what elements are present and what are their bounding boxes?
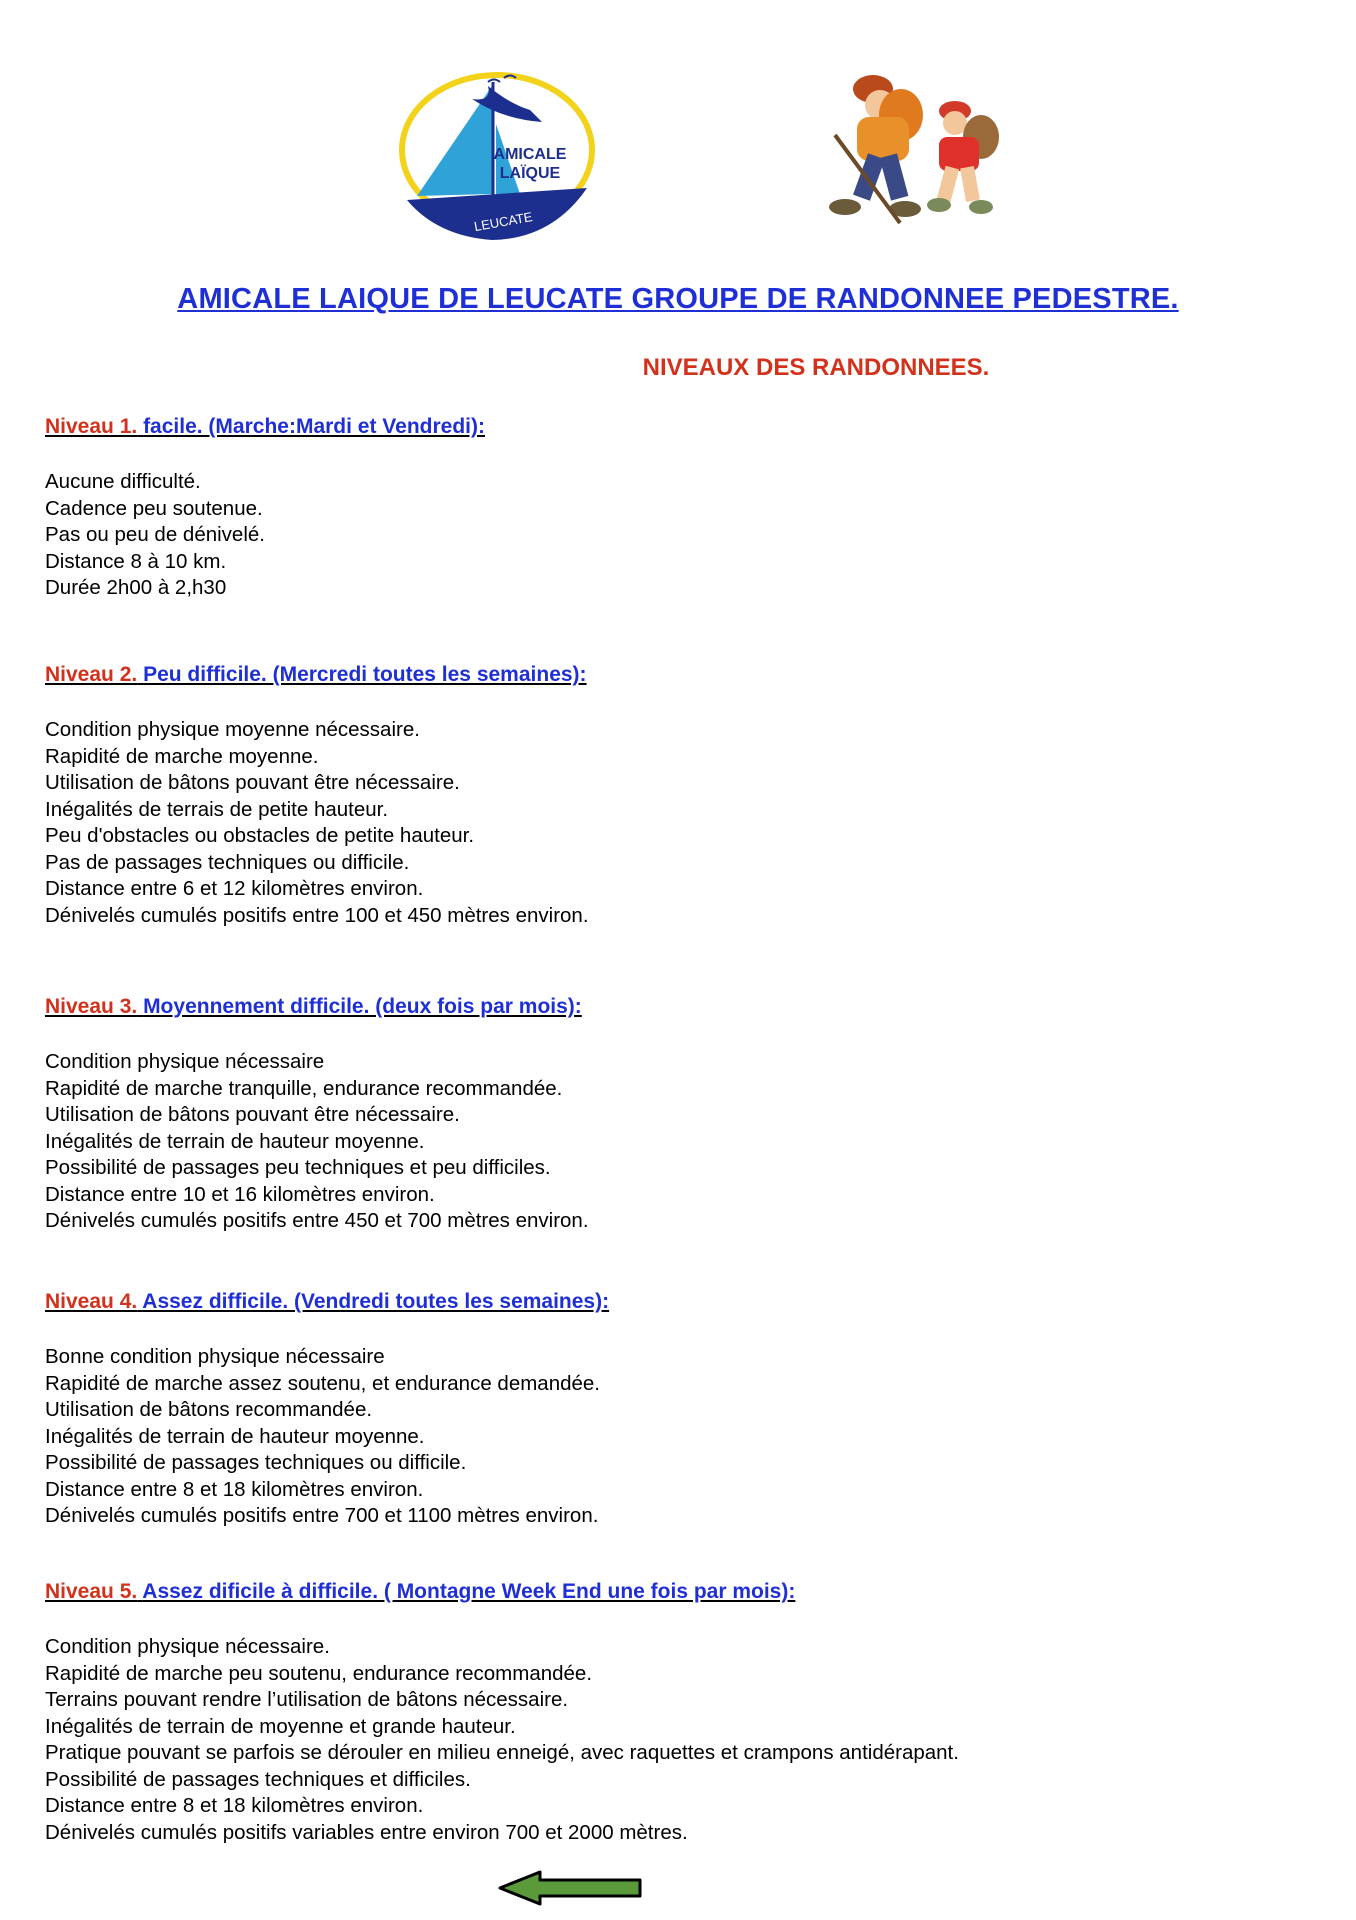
list-item: Dénivelés cumulés positifs variables entre environ 700 et 2000 mètres. <box>45 1820 688 1844</box>
list-item: Pas ou peu de dénivelé. <box>45 523 265 546</box>
level-3-description: Moyennement difficile. (deux fois par mois): <box>143 995 582 1018</box>
level-1-section <box>45 415 1315 602</box>
logo-emblem <box>392 64 602 244</box>
page-subtitle <box>0 354 1356 382</box>
list-item: Durée 2h00 à 2,h30 <box>45 576 227 599</box>
level-2-label: Niveau 2. <box>45 663 138 686</box>
level-3-heading <box>45 995 1315 1019</box>
amicale-laique-logo <box>392 64 602 244</box>
level-4-description: Assez difficile. (Vendredi toutes les semaines): <box>142 1290 610 1313</box>
list-item: Aucune difficulté. <box>45 470 201 493</box>
list-item: Inégalités de terrais de petite hauteur. <box>45 797 389 821</box>
list-item: Distance 8 à 10 km. <box>45 549 227 573</box>
page-subtitle-text: NIVEAUX DES RANDONNEES. <box>642 354 990 381</box>
level-4-heading <box>45 1290 1315 1314</box>
list-item: Inégalités de terrain de moyenne et grande hauteur. <box>45 1714 516 1738</box>
list-item: Condition physique nécessaire. <box>45 1635 330 1658</box>
hikers-illustration <box>805 55 1020 230</box>
list-item: Utilisation de bâtons recommandée. <box>45 1398 373 1421</box>
list-item: Condition physique moyenne nécessaire. <box>45 718 420 741</box>
list-item: Inégalités de terrain de hauteur moyenne. <box>45 1424 425 1448</box>
hikers-icon <box>805 55 1020 230</box>
list-item: Distance entre 8 et 18 kilomètres environ. <box>45 1477 424 1501</box>
level-1-heading <box>45 415 1315 439</box>
logo-line2: LAÏQUE <box>499 165 561 182</box>
back-arrow-button[interactable] <box>498 1870 644 1906</box>
list-item: Bonne condition physique nécessaire <box>45 1345 385 1368</box>
level-5-label: Niveau 5. <box>45 1580 138 1603</box>
list-item: Rapidité de marche moyenne. <box>45 744 319 768</box>
level-3-section <box>45 995 1315 1235</box>
left-arrow-icon[interactable] <box>498 1870 644 1906</box>
level-3-label: Niveau 3. <box>45 995 138 1018</box>
list-item: Possibilité de passages techniques ou difficile. <box>45 1451 467 1474</box>
level-2-heading <box>45 663 1315 687</box>
list-item: Possibilité de passages techniques et difficiles. <box>45 1767 471 1791</box>
level-1-description: facile. (Marche:Mardi et Vendredi): <box>143 415 485 438</box>
list-item: Utilisation de bâtons pouvant être nécessaire. <box>45 1103 460 1126</box>
list-item: Distance entre 10 et 16 kilomètres environ. <box>45 1182 435 1206</box>
logo-line1: AMICALE <box>493 146 567 163</box>
list-item: Inégalités de terrain de hauteur moyenne. <box>45 1129 425 1153</box>
level-5-lines <box>45 1634 1315 1846</box>
list-item: Pas de passages techniques ou difficile. <box>45 850 410 874</box>
list-item: Dénivelés cumulés positifs entre 450 et 700 mètres environ. <box>45 1209 589 1232</box>
list-item: Distance entre 8 et 18 kilomètres environ. <box>45 1794 424 1817</box>
level-4-lines <box>45 1344 1315 1530</box>
list-item: Rapidité de marche assez soutenu, et endurance demandée. <box>45 1371 601 1395</box>
level-5-description: Assez dificile à difficile. ( Montagne Week End une fois par mois): <box>142 1580 796 1603</box>
list-item: Possibilité de passages peu techniques et peu difficiles. <box>45 1156 551 1179</box>
list-item: Peu d'obstacles ou obstacles de petite hauteur. <box>45 824 475 847</box>
list-item: Dénivelés cumulés positifs entre 700 et 1100 mètres environ. <box>45 1504 599 1527</box>
level-2-description: Peu difficile. (Mercredi toutes les semaines): <box>143 663 587 686</box>
level-4-section <box>45 1290 1315 1530</box>
level-3-lines <box>45 1049 1315 1235</box>
list-item: Cadence peu soutenue. <box>45 496 263 520</box>
level-1-lines <box>45 469 1315 602</box>
level-1-label: Niveau 1. <box>45 415 138 438</box>
logo-place: LEUCATE <box>472 209 534 235</box>
list-item: Condition physique nécessaire <box>45 1050 325 1073</box>
level-2-lines <box>45 717 1315 929</box>
level-2-section <box>45 663 1315 929</box>
list-item: Pratique pouvant se parfois se dérouler en milieu enneigé, avec raquettes et crampons antidérapant. <box>45 1741 959 1764</box>
list-item: Rapidité de marche tranquille, endurance recommandée. <box>45 1076 563 1100</box>
list-item: Distance entre 6 et 12 kilomètres environ. <box>45 877 424 900</box>
level-4-label: Niveau 4. <box>45 1290 138 1313</box>
page-title: AMICALE LAIQUE DE LEUCATE GROUPE DE RANDONNEE PEDESTRE. <box>177 283 1179 315</box>
level-5-section <box>45 1580 1315 1846</box>
level-5-heading <box>45 1580 1315 1604</box>
list-item: Utilisation de bâtons pouvant être nécessaire. <box>45 771 460 794</box>
list-item: Terrains pouvant rendre l’utilisation de bâtons nécessaire. <box>45 1688 569 1711</box>
list-item: Dénivelés cumulés positifs entre 100 et 450 mètres environ. <box>45 903 589 927</box>
list-item: Rapidité de marche peu soutenu, endurance recommandée. <box>45 1661 593 1685</box>
